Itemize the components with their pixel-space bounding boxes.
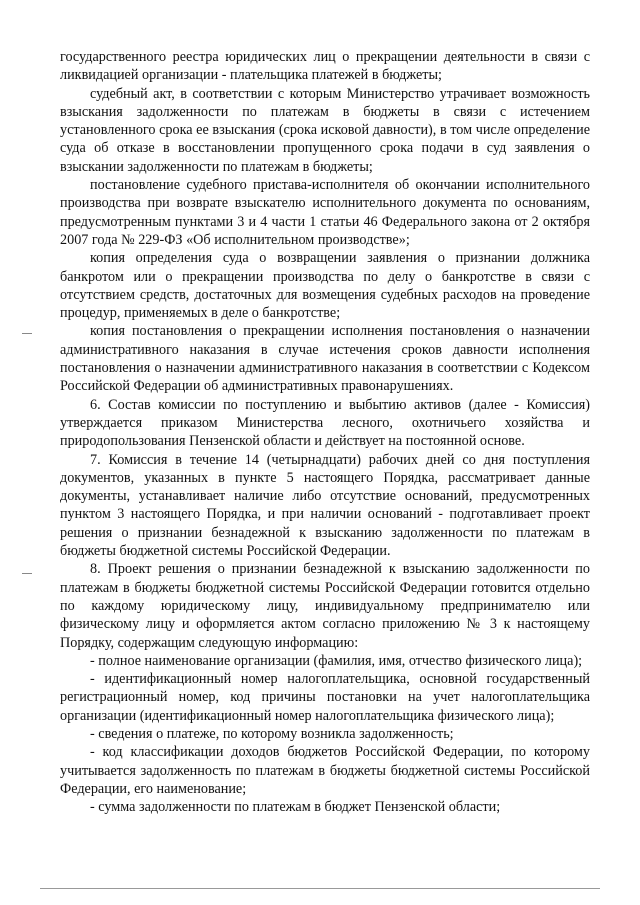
margin-mark	[22, 573, 32, 574]
paragraph-bankruptcy-copy: копия определения суда о возвращении заявления о признании должника банкротом или о прекращении производства по делу о банкротстве в связи с отсутствием средств, достаточных для возмещения судебных расходов на проведение процедур, применяемых в деле о банкротстве;	[60, 250, 590, 322]
paragraph-administrative-penalty: копия постановления о прекращении исполнения постановления о назначении административного наказания в случае истечения сроков давности исполнения постановления о назначении административного наказания в соответствии с Кодексом Российской Федерации об административных правонарушениях.	[60, 323, 590, 395]
list-item-debt-amount: - сумма задолженности по платежам в бюджет Пензенской области;	[90, 799, 501, 816]
list-item-taxpayer-id: - идентификационный номер налогоплательщика, основной государственный регистрационный номер, код причины постановки на учет налогоплательщика организации (идентификационный номер налогоплательщика физического лица);	[60, 671, 590, 724]
paragraph-item-8: 8. Проект решения о признании безнадежной к взысканию задолженности по платежам в бюджеты бюджетной системы Российской Федерации готовится отдельно по каждому юридическому лицу, индивидуальному предпринимателю или физическому лицу и оформляется актом согласно приложению № 3 к настоящему Порядку, содержащим следующую информацию:	[60, 561, 590, 651]
page-bottom-edge	[40, 888, 600, 889]
paragraph-item-7: 7. Комиссия в течение 14 (четырнадцати) рабочих дней со дня поступления документов, указанных в пункте 5 настоящего Порядка, рассматривает данные документы, устанавливает наличие либо отсутствие оснований, предусмотренных пунктом 3 настоящего Порядка, и при наличии оснований - подготавливает проект решения о признании безнадежной к взысканию задолженности по платежам в бюджеты бюджетной системы Российской Федерации.	[60, 451, 590, 560]
margin-mark	[22, 333, 32, 334]
paragraph-court-act: судебный акт, в соответствии с которым Министерство утрачивает возможность взыскания задолженности по платежам в бюджеты в связи с истечением установленного срока ее взыскания (срока исковой давности), в том числе определение суда об отказе в восстановлении пропущенного срока подачи в суд заявления о взыскании задолженности по платежам в бюджеты;	[60, 85, 590, 175]
document-body	[60, 48, 590, 816]
paragraph-registry-liquidation: государственного реестра юридических лиц о прекращении деятельности в связи с ликвидацией организации - плательщика платежей в бюджеты;	[60, 49, 590, 84]
list-item-budget-code: - код классификации доходов бюджетов Российской Федерации, по которому учитывается задолженность по платежам в бюджеты бюджетной системы Российской Федерации, его наименование;	[60, 744, 590, 797]
paragraph-bailiff-resolution: постановление судебного пристава-исполнителя об окончании исполнительного производства при возврате взыскателю исполнительного документа по основаниям, предусмотренным пунктами 3 и 4 части 1 статьи 46 Федерального закона от 2 октября 2007 года № 229-ФЗ «Об исполнительном производстве»;	[60, 177, 590, 248]
paragraph-item-6: 6. Состав комиссии по поступлению и выбытию активов (далее - Комиссия) утверждается приказом Министерства лесного, охотничьего хозяйства и природопользования Пензенской области и действует на постоянной основе.	[60, 396, 590, 450]
list-item-payment-info: - сведения о платеже, по которому возникла задолженность;	[90, 725, 454, 742]
list-item-organization-name: - полное наименование организации (фамилия, имя, отчество физического лица);	[90, 652, 583, 669]
